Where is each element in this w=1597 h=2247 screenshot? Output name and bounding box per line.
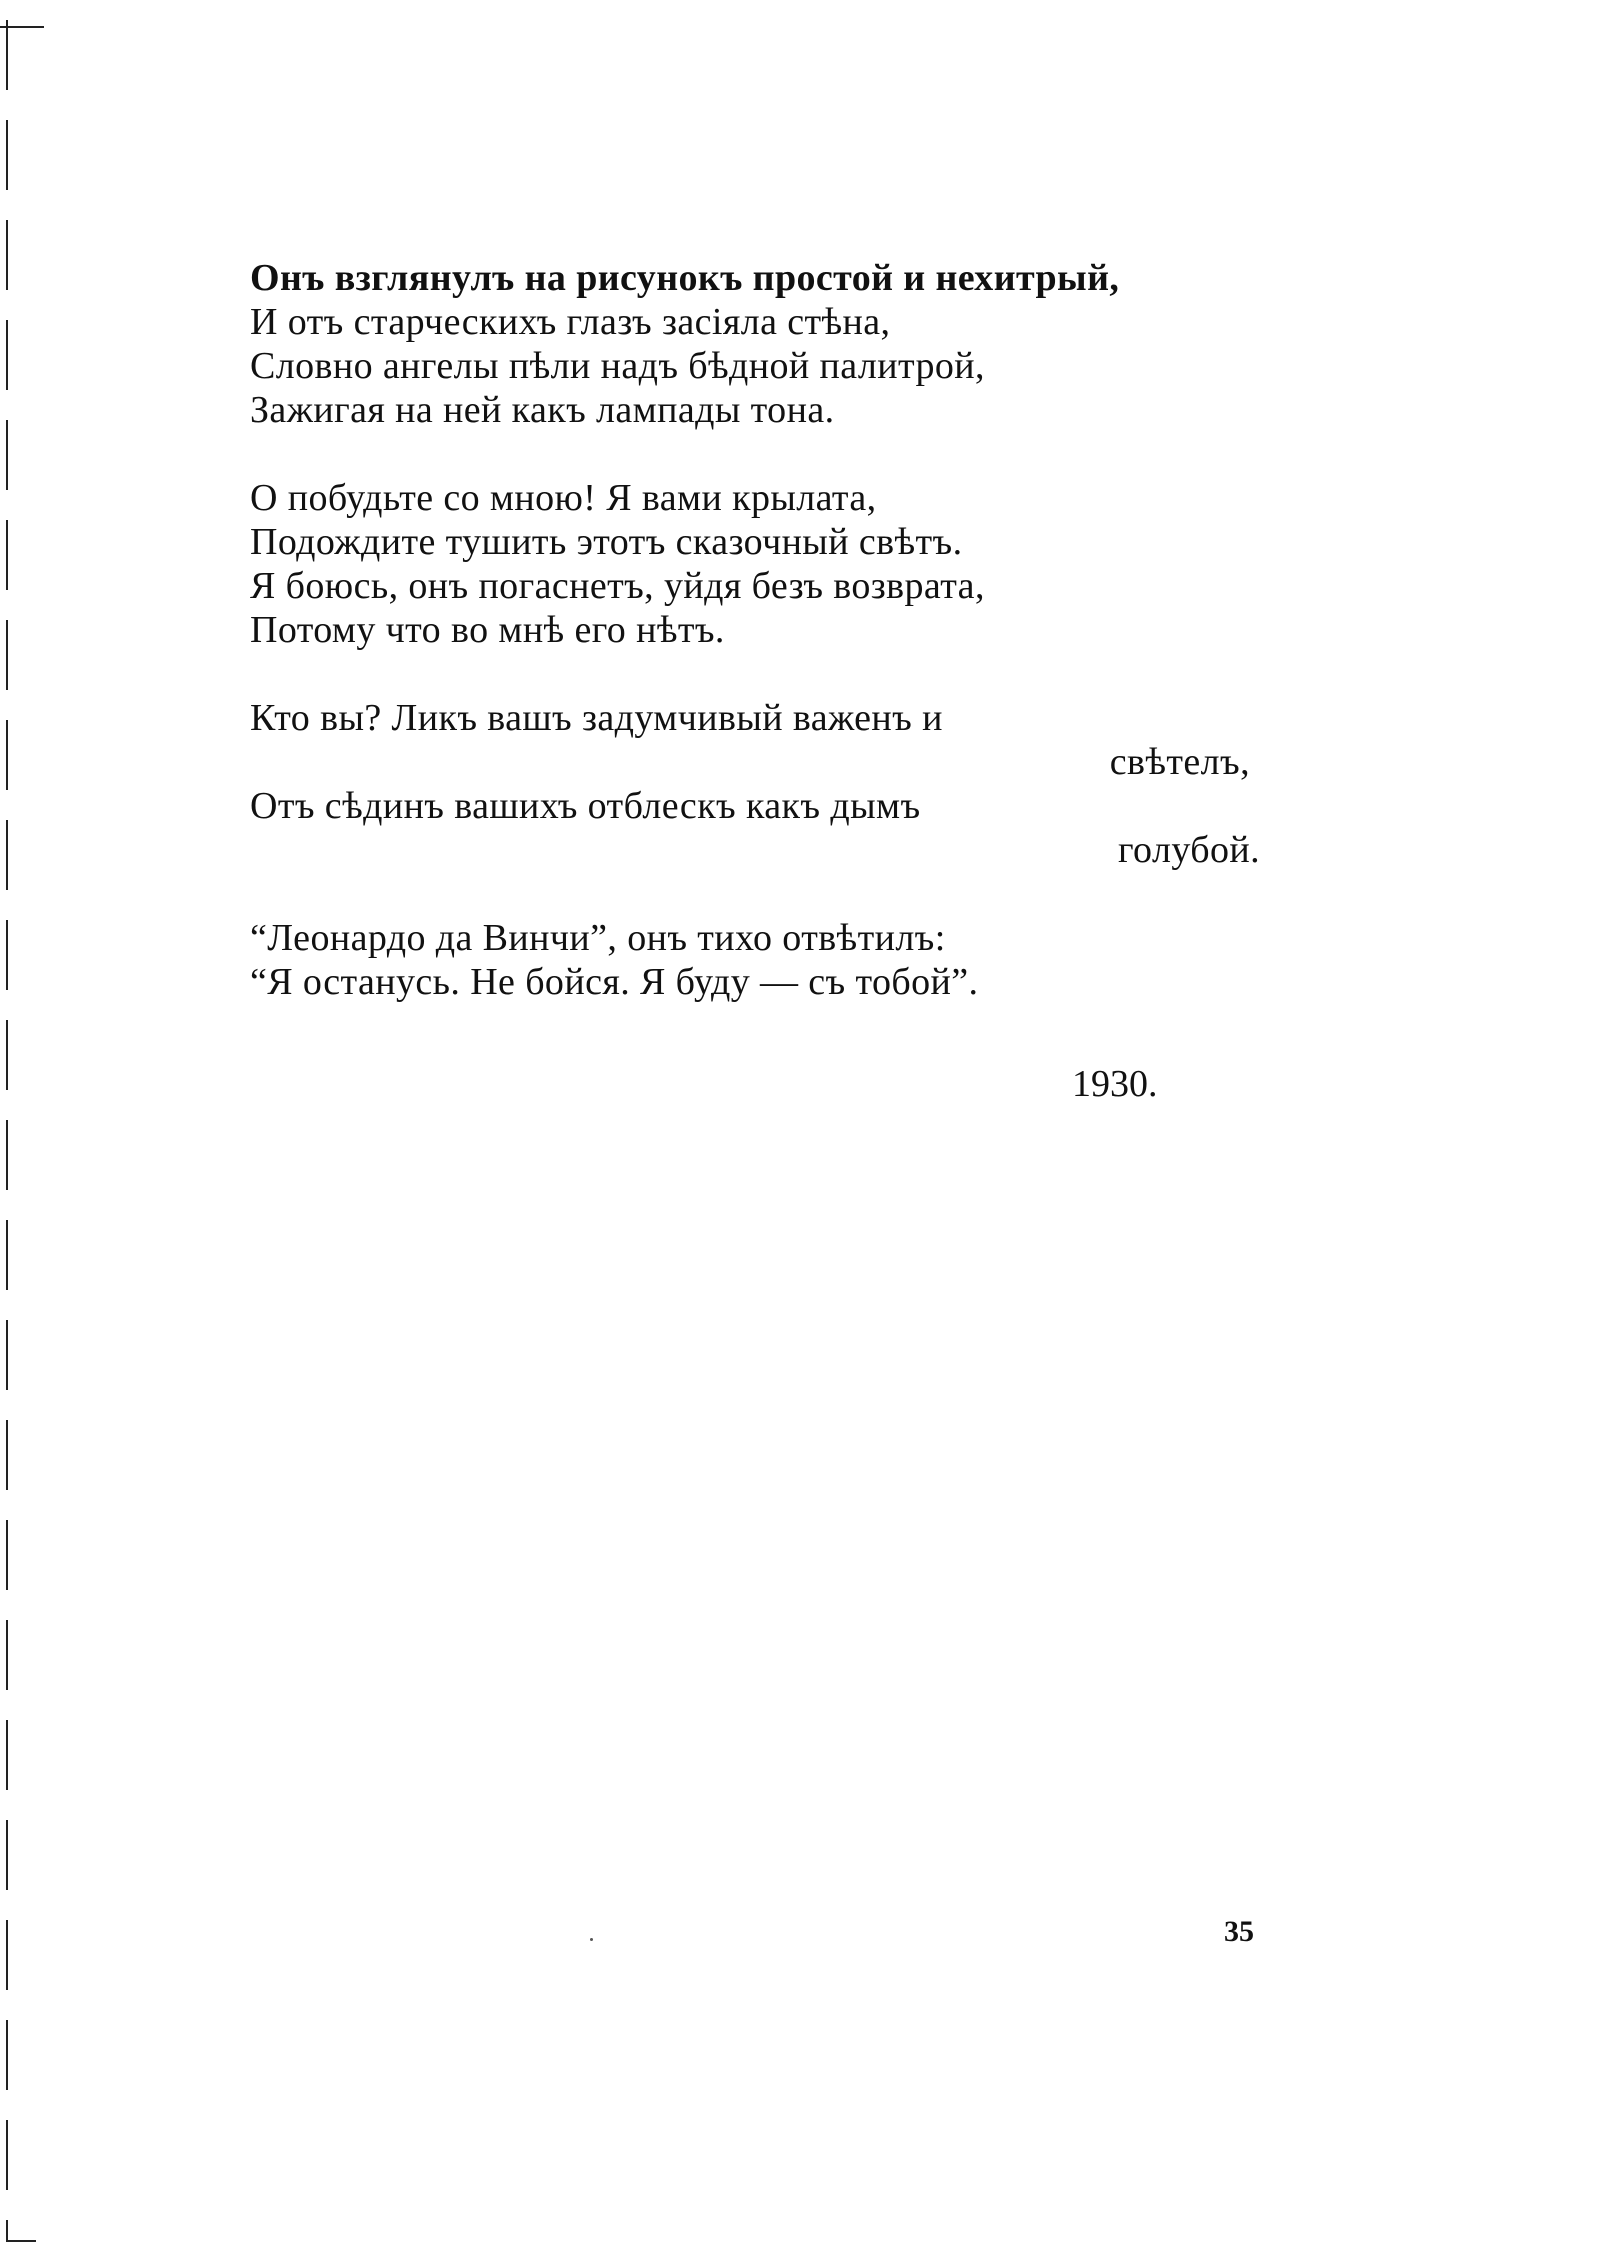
poem-line: И отъ старческихъ глазъ засіяла стѣна, bbox=[250, 301, 891, 343]
poem-line: Онъ взглянулъ на рисунокъ простой и нехитрый, bbox=[250, 257, 1120, 299]
stanza-3 bbox=[250, 696, 1260, 872]
poem-line: Я боюсь, онъ погаснетъ, уйдя безъ возврата, bbox=[250, 565, 985, 607]
stanza-1 bbox=[250, 256, 1260, 432]
poem-line: Словно ангелы пѣли надъ бѣдной палитрой, bbox=[250, 345, 985, 387]
poem-line: “Я останусь. Не бойся. Я буду — съ тобой”. bbox=[250, 961, 979, 1003]
poem-line-continuation: голубой. bbox=[1118, 829, 1260, 871]
poem-line: Отъ сѣдинъ вашихъ отблескъ какъ дымъ bbox=[250, 785, 921, 827]
page-number: 35 bbox=[1224, 1915, 1254, 1948]
poem bbox=[250, 256, 1260, 1048]
poem-line: Кто вы? Ликъ вашъ задумчивый важенъ и bbox=[250, 697, 943, 739]
binding-edge bbox=[6, 20, 8, 2240]
binding-edge-bottom bbox=[6, 2240, 36, 2242]
print-speck bbox=[590, 1938, 593, 1941]
poem-line: Потому что во мнѣ его нѣтъ. bbox=[250, 609, 725, 651]
stanza-2 bbox=[250, 476, 1260, 652]
poem-year: 1930. bbox=[1072, 1063, 1158, 1105]
poem-line-continuation: свѣтелъ, bbox=[1109, 741, 1250, 783]
poem-line: Зажигая на ней какъ лампады тона. bbox=[250, 389, 835, 431]
poem-line: “Леонардо да Винчи”, онъ тихо отвѣтилъ: bbox=[250, 917, 946, 959]
poem-line: О побудьте со мною! Я вами крылата, bbox=[250, 477, 877, 519]
stanza-4 bbox=[250, 916, 1260, 1004]
poem-line: Подождите тушить этотъ сказочный свѣтъ. bbox=[250, 521, 963, 563]
